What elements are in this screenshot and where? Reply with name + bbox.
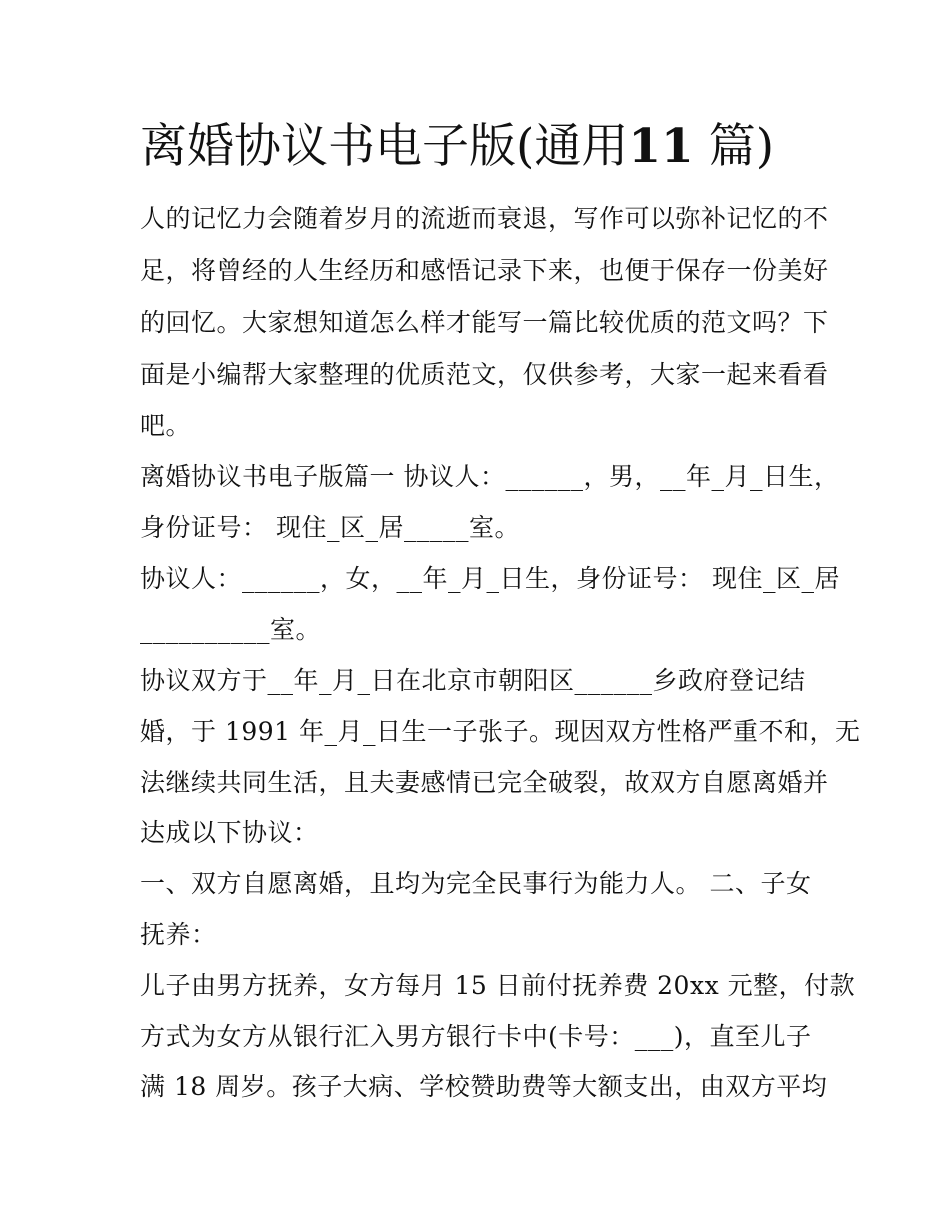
body-line: 的回忆。大家想知道怎么样才能写一篇比较优质的范文吗？下	[140, 308, 829, 337]
title-part-1: 离婚协议书电子版(通用	[140, 119, 629, 174]
body-line: 满 18 周岁。孩子大病、学校赞助费等大额支出，由双方平均	[140, 1072, 828, 1101]
body-line: 协议人：______，女，__年_月_日生，身份证号： 现住_区_居	[140, 564, 840, 593]
body-line: 离婚协议书电子版篇一 协议人：______，男，__年_月_日生，	[140, 462, 840, 491]
document-title	[140, 112, 840, 182]
body-line: 吧。	[140, 411, 192, 440]
body-line: __________室。	[140, 615, 322, 644]
body-line: 身份证号： 现住_区_居_____室。	[140, 513, 520, 542]
body-line: 儿子由男方抚养，女方每月 15 日前付抚养费 20xx 元整，付款	[140, 971, 856, 1000]
body-line: 协议双方于__年_月_日在北京市朝阳区______乡政府登记结	[140, 666, 806, 695]
body-line: 人的记忆力会随着岁月的流逝而衰退，写作可以弥补记忆的不	[140, 204, 829, 233]
body-line: 达成以下协议：	[140, 818, 319, 847]
title-part-2: 篇)	[708, 119, 775, 174]
body-line: 婚，于 1991 年_月_日生一子张子。现因双方性格严重不和，无	[140, 717, 861, 746]
body-line: 面是小编帮大家整理的优质范文，仅供参考，大家一起来看看	[140, 360, 829, 389]
body-line: 方式为女方从银行汇入男方银行卡中(卡号：___)，直至儿子	[140, 1022, 812, 1051]
body-line: 抚养：	[140, 920, 217, 949]
body-line: 一、双方自愿离婚，且均为完全民事行为能力人。 二、子女	[140, 869, 812, 898]
title-number: 11	[628, 119, 694, 174]
body-line: 法继续共同生活，且夫妻感情已完全破裂，故双方自愿离婚并	[140, 768, 829, 797]
body-line: 足，将曾经的人生经历和感悟记录下来，也便于保存一份美好	[140, 256, 829, 285]
